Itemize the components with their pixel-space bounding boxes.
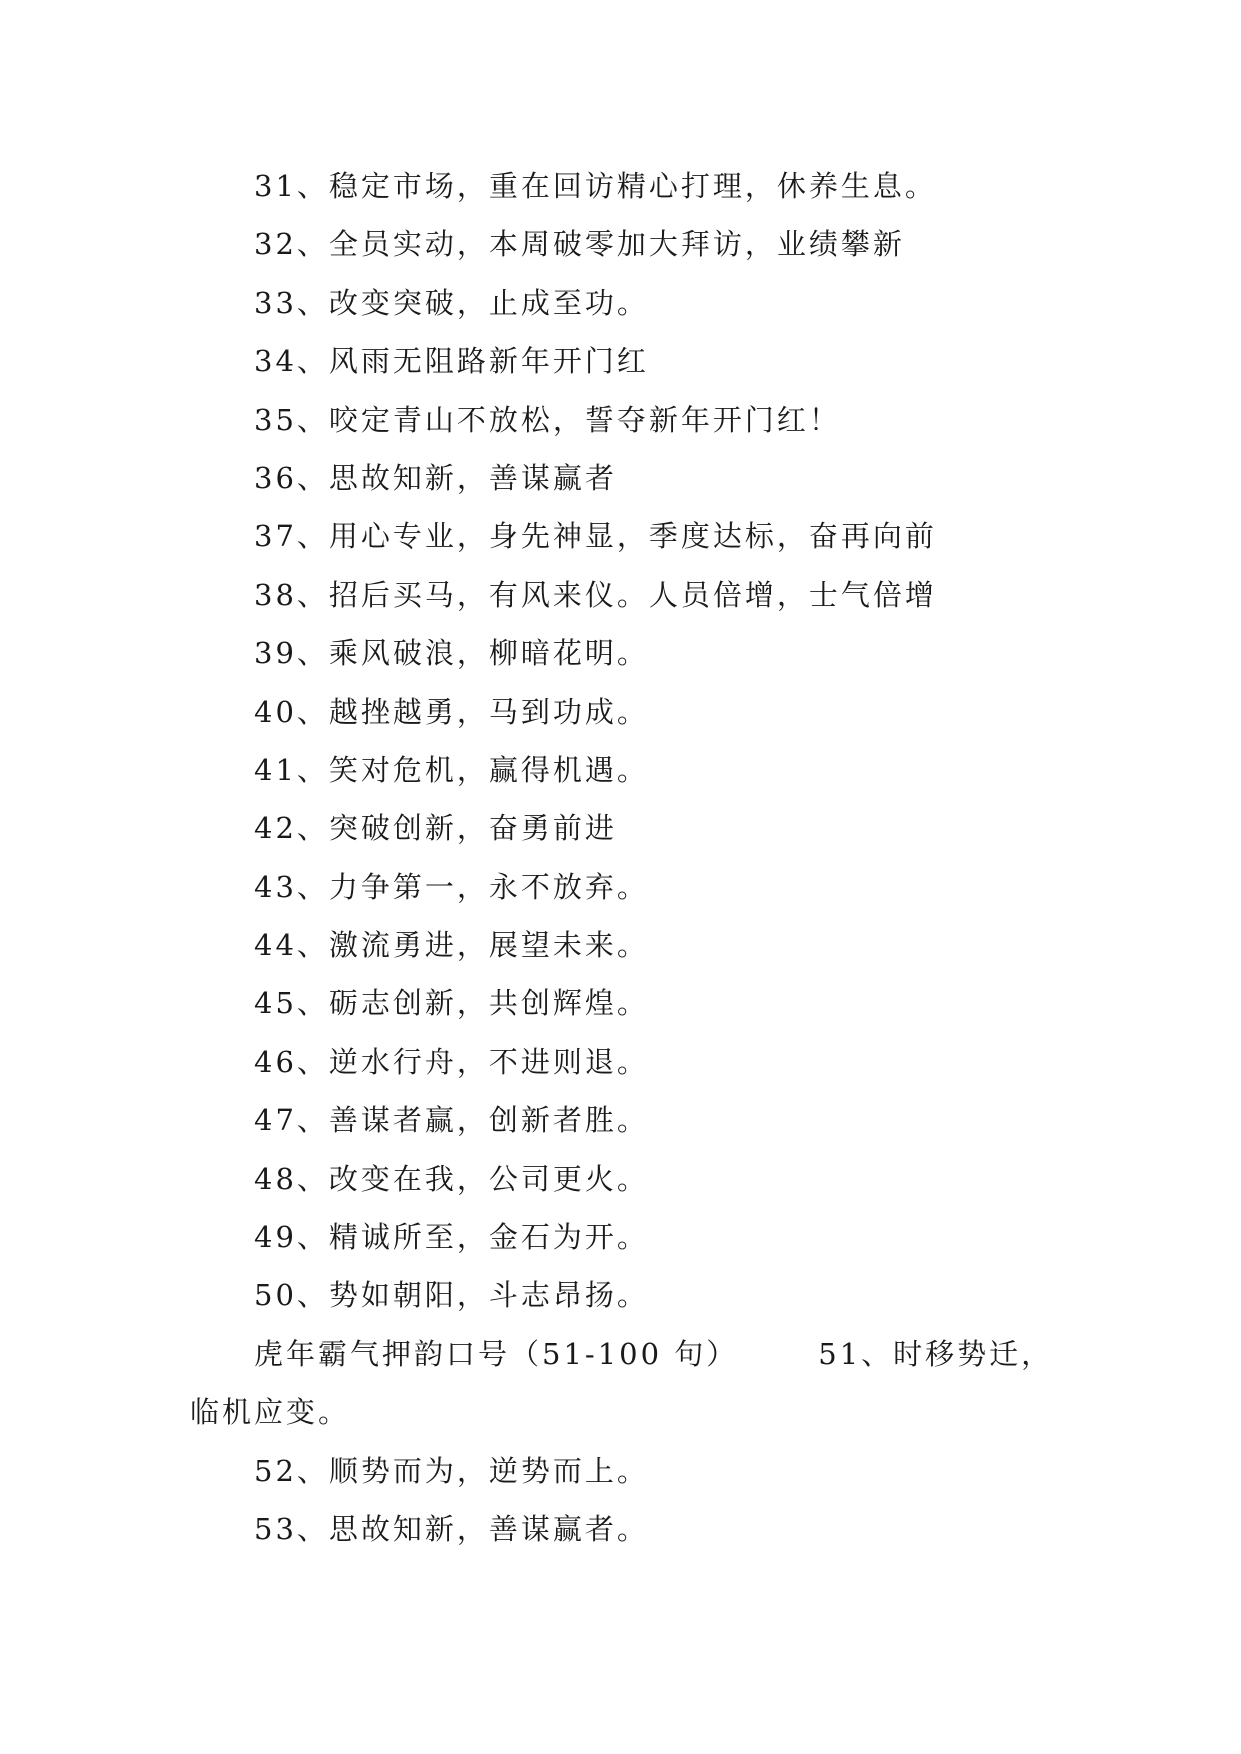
list-item: 39、乘风破浪，柳暗花明。 — [254, 636, 649, 671]
list-item: 48、改变在我，公司更火。 — [254, 1161, 649, 1196]
list-item: 40、越挫越勇，马到功成。 — [254, 694, 649, 729]
list-item: 50、势如朝阳，斗志昂扬。 — [254, 1278, 649, 1313]
list-item: 34、风雨无阻路新年开门红 — [254, 344, 649, 379]
section-paragraph — [190, 1325, 1060, 1442]
list-item: 43、力争第一，永不放弃。 — [254, 869, 649, 904]
section-heading: 虎年霸气押韵口号（51-100 句） — [254, 1336, 739, 1371]
list-item: 49、精诚所至，金石为开。 — [254, 1220, 649, 1255]
list-item: 52、顺势而为，逆势而上。 — [254, 1453, 649, 1488]
list-item: 44、激流勇进，展望未来。 — [254, 928, 649, 963]
list-item: 31、稳定市场，重在回访精心打理，休养生息。 — [254, 169, 937, 203]
list-item: 36、思故知新，善谋赢者 — [254, 460, 617, 495]
list-item: 42、突破创新，奋勇前进 — [254, 811, 617, 846]
list-item: 53、思故知新，善谋赢者。 — [254, 1512, 649, 1547]
list-item: 33、改变突破，止成至功。 — [254, 285, 649, 320]
list-item: 37、用心专业，身先神显，季度达标，奋再向前 — [254, 519, 937, 554]
list-item: 35、咬定青山不放松，誓夺新年开门红！ — [254, 402, 841, 437]
list-item: 46、逆水行舟，不进则退。 — [254, 1044, 649, 1079]
list-item: 32、全员实动，本周破零加大拜访，业绩攀新 — [254, 227, 905, 262]
list-item: 41、笑对危机，赢得机遇。 — [254, 752, 649, 787]
list-item: 38、招后买马，有风来仪。人员倍增，士气倍增 — [254, 577, 937, 612]
list-item: 45、砺志创新，共创辉煌。 — [254, 986, 649, 1021]
slogan-list — [190, 157, 1060, 1558]
list-item: 47、善谋者赢，创新者胜。 — [254, 1103, 649, 1138]
list-item: 51、时移势迁，临机应变。 — [190, 1336, 1054, 1430]
